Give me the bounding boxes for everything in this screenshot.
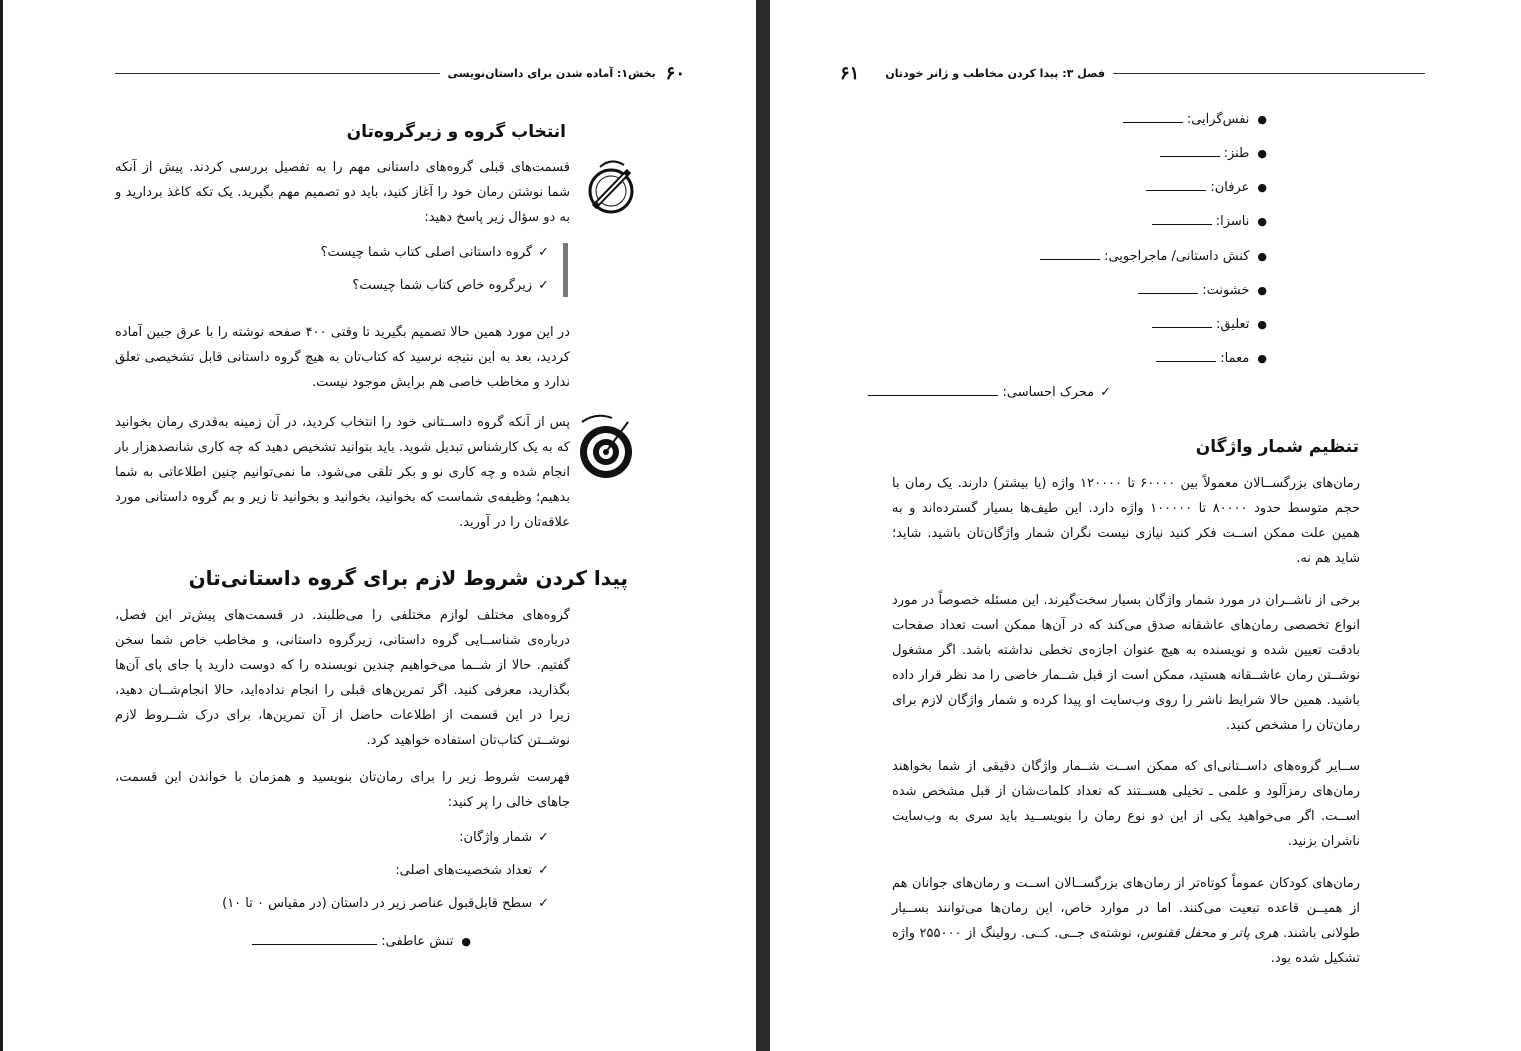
checklist-text: شمار واژگان:	[459, 830, 533, 845]
paragraph-word-count-2: برخی از ناشــران در مورد شمار واژگان بسیار سخت‌گیرند. این مسئله خصوصاً در مورد انواع تخصصی رمان‌های عاشقانه صدق می‌کند که در آن‌ها ممکن است تعداد صفحات بادقت تعیین شده و نویسنده به هیچ عنوان اجازه‌ی تخطی نداشته باشد. اگر مشغول نوشــتن رمان عاشــقانه هستید، ممکن است از قبل شــمار خاصی را مد نظر قرار داده باشید. همین حالا شرایط ناشر را روی وب‌سایت او پیدا کرده و شمار واژگان لازم برای رمان‌تان را مشخص کنید.	[892, 593, 1360, 733]
bullet-item-emotional-tension	[252, 930, 471, 949]
tip-target-icon	[578, 410, 638, 482]
bullet-text: تنش عاطفی:	[381, 934, 454, 949]
fill-in-blank	[1123, 108, 1183, 123]
question-text: زیرگروه خاص کتاب شما چیست؟	[352, 278, 533, 293]
header-rule	[115, 73, 440, 74]
fill-in-blank	[1156, 347, 1216, 362]
fill-in-blank	[868, 381, 998, 396]
fill-in-blank	[1146, 176, 1206, 191]
fill-in-blank	[1160, 142, 1220, 157]
bullet-item-mysticism	[1146, 176, 1267, 195]
bullet-text: عرفان:	[1210, 180, 1250, 195]
bullet-icon: ●	[1257, 284, 1267, 297]
bullet-text: طنز:	[1223, 146, 1250, 161]
paragraph-word-count-4	[892, 871, 1360, 971]
checkmark-icon: ✓	[538, 830, 549, 845]
fill-in-blank	[1138, 279, 1198, 294]
question-item-1	[321, 245, 549, 260]
right-page	[770, 0, 1521, 1051]
paragraph-5: فهرست شروط زیر را برای رمان‌تان بنویسید و همزمان با خواندن این قسمت، جاهای خالی را پر کنید:	[115, 770, 570, 810]
bullet-icon: ●	[1257, 113, 1267, 126]
checklist-text: محرک احساسی:	[1002, 385, 1095, 400]
left-page	[0, 0, 756, 1051]
bullet-item-humor	[1160, 142, 1267, 161]
bullet-item-suspense	[1152, 313, 1267, 332]
bullet-text: تعلیق:	[1216, 317, 1250, 332]
question-item-2	[352, 278, 549, 293]
paragraph-text: ، نوشته‌ی جــی. کــی. رولینگ از ۲۵۵۰۰۰ واژه تشکیل شده بود.	[892, 926, 1360, 966]
bullet-item-profanity	[1152, 210, 1267, 229]
checklist-item-emotional-trigger	[868, 381, 1111, 400]
remember-icon	[586, 155, 638, 220]
page-number: ۶۰	[665, 62, 685, 84]
bullet-item-action-adventure	[1040, 245, 1267, 264]
fill-in-blank	[1040, 245, 1100, 260]
bullet-icon: ●	[1257, 250, 1267, 263]
bullet-item-violence	[1138, 279, 1267, 298]
bullet-text: خشونت:	[1202, 283, 1250, 298]
question-bar	[563, 243, 568, 297]
bullet-icon: ●	[1257, 181, 1267, 194]
section-title-choose-genre: انتخاب گروه و زیرگروه‌تان	[346, 122, 566, 142]
page-number: ۶۱	[840, 62, 860, 84]
running-header: فصل ۳: پیدا کردن مخاطب و ژانر خودتان	[885, 66, 1106, 80]
running-header: بخش۱: آماده شدن برای داستان‌نویسی	[447, 66, 656, 80]
header-rule	[1113, 73, 1425, 74]
checklist-item-main-characters	[395, 863, 549, 878]
question-text: گروه داستانی اصلی کتاب شما چیست؟	[320, 245, 533, 260]
checkmark-icon: ✓	[538, 863, 549, 878]
checklist-item-element-levels	[222, 896, 549, 911]
checkmark-icon: ✓	[1100, 385, 1111, 400]
checkmark-icon: ✓	[538, 896, 549, 911]
bullet-icon: ●	[1257, 147, 1267, 160]
bullet-icon: ●	[1257, 352, 1267, 365]
paragraph-text: رمان‌های کودکان عموماً کوتاه‌تر از رمان‌های بزرگســالان اســت و رمان‌های جوانان هم از همیــن قاعده تبعیت می‌کنند. اما در موارد خاص، این رمان‌ها می‌توانند بســیار طولانی باشند.	[892, 876, 1360, 941]
section-title-genre-requirements: پیدا کردن شروط لازم برای گروه داستانی‌تان	[188, 566, 628, 590]
bullet-text: کنش داستانی/ ماجراجویی:	[1104, 249, 1250, 264]
checklist-item-word-count	[459, 830, 549, 845]
paragraph-2: در این مورد همین حالا تصمیم بگیرید تا وقتی ۴۰۰ صفحه نوشته را با عرق جبین آماده کردید، بعد به این نتیجه نرسید که کتاب‌تان به هیچ گروه داستانی قابل تشخیصی تعلق ندارد و مخاطب خاصی هم برایش موجود نیست.	[115, 325, 570, 390]
checklist-text: تعداد شخصیت‌های اصلی:	[395, 863, 533, 878]
bullet-text: نفس‌گرایی:	[1186, 112, 1250, 127]
paragraph-1: قسمت‌های قبلی گروه‌های داستانی مهم را به تفصیل بررسی کردند. پیش از آنکه شما نوشتن رمان خود را آغاز کنید، باید دو تصمیم مهم بگیرید. یک تکه کاغذ بردارید و به دو سؤال زیر پاسخ دهید:	[115, 160, 570, 225]
bullet-icon: ●	[461, 935, 471, 948]
bullet-icon: ●	[1257, 215, 1267, 228]
right-page-header	[840, 58, 1425, 88]
bullet-text: معما:	[1220, 351, 1250, 366]
paragraph-4: گروه‌های مختلف لوازم مختلفی را می‌طلبند. در قسمت‌های پیش‌تر این فصل، درباره‌ی شناســایی گروه داستانی، زیرگروه داستانی، و مخاطب خاص شما سخن گفتیم. حالا از شــما می‌خواهیم چندین نویسنده را که دوست دارید پا جای پای آن‌ها بگذارید، معرفی کنید. اگر تمرین‌های قبلی را انجام نداده‌اید، حالا انجام‌شــان دهید، زیرا در این قسمت از اطلاعات حاصل از آن تمرین‌ها، برای درک شــروط لازم نوشــتن کتاب‌تان استفاده خواهید کرد.	[115, 608, 570, 748]
section-title-word-count: تنظیم شمار واژگان	[1195, 437, 1359, 457]
bullet-text: ناسزا:	[1215, 214, 1250, 229]
paragraph-word-count-1: رمان‌های بزرگســالان معمولاً بین ۶۰۰۰۰ تا ۱۲۰۰۰۰ واژه (یا بیشتر) دارند. یک رمان با حجم متوسط حدود ۸۰۰۰۰ تا ۱۰۰۰۰۰ واژه دارد. این طیف‌ها بسیار گسترده‌اند و به همین علت ممکن اســت فکر کنید نیازی نیست نگران شمار واژگان‌تان باشید. شاید؛ شاید هم نه.	[892, 476, 1360, 566]
checkmark-icon: ✓	[538, 245, 549, 260]
fill-in-blank	[1152, 313, 1212, 328]
fill-in-blank	[1152, 210, 1212, 225]
paragraph-word-count-3: ســایر گروه‌های داســتانی‌ای که ممکن اســت شــمار واژگان دقیقی از شما بخواهند رمان‌های رمزآلود و علمی ـ تخیلی هســتند که تعداد کلمات‌شان از قبل مشخص شده اســت. اگر می‌خواهید یکی از این دو نوع رمان را بنویســید باید سری به وب‌سایت ناشران بزنید.	[892, 759, 1360, 849]
book-title: هری پاتر و محفل ققنوس	[1140, 926, 1279, 941]
bullet-item-self-centeredness	[1123, 108, 1267, 127]
bullet-icon: ●	[1257, 318, 1267, 331]
bullet-item-mystery	[1156, 347, 1267, 366]
paragraph-3: پس از آنکه گروه داســتانی خود را انتخاب کردید، در آن زمینه به‌قدری رمان بخوانید که به یک کارشناس تبدیل شوید. باید بتوانید تشخیص دهید که چه کاری شانصدهزار بار انجام شده و چه کاری نو و بکر تلقی می‌شود. ما نمی‌توانیم چنین اطلاعاتی به شما بدهیم؛ وظیفه‌ی شماست که بخوانید، بخوانید و بخوانید تا زیر و بم گروه داستانی مورد علاقه‌تان را در آورید.	[115, 415, 570, 530]
page-gutter	[756, 0, 770, 1051]
checkmark-icon: ✓	[538, 278, 549, 293]
fill-in-blank	[252, 930, 377, 945]
checklist-text: سطح قابل‌قبول عناصر زیر در داستان (در مقیاس ۰ تا ۱۰)	[222, 896, 533, 911]
left-page-header	[115, 58, 685, 88]
